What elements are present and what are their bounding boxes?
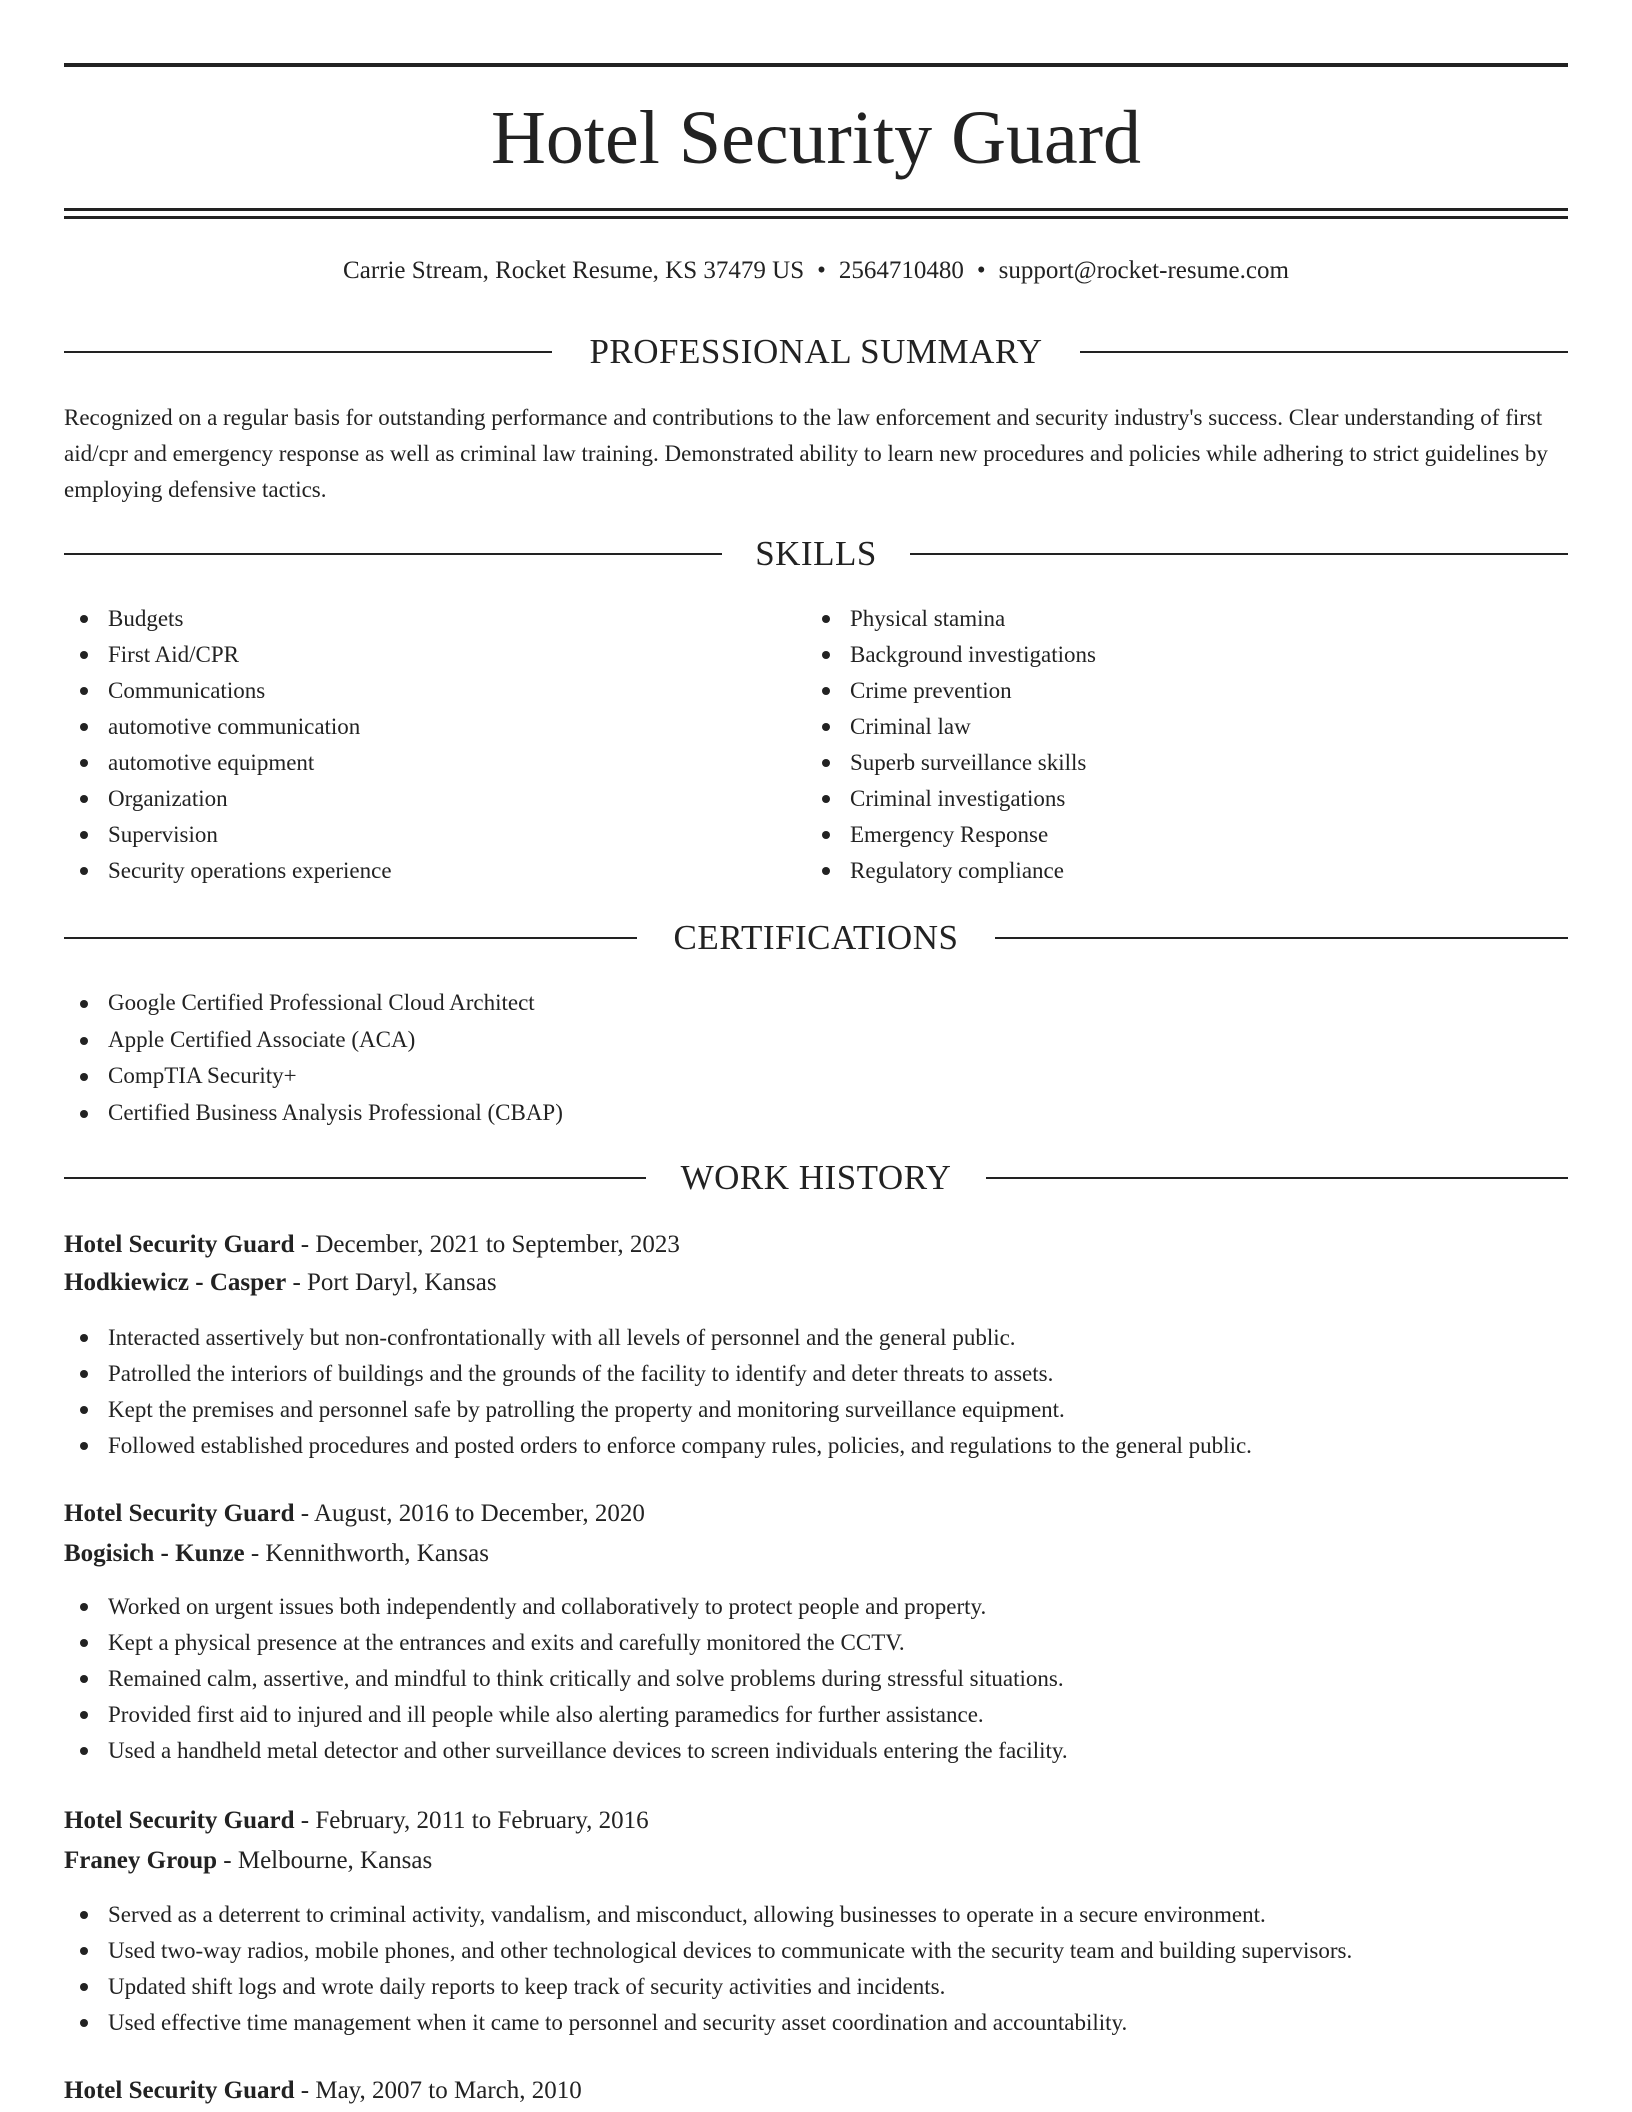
- job-dates: August, 2016 to December, 2020: [313, 1500, 645, 1527]
- skill-item: Background investigations: [806, 637, 1526, 673]
- duty-item: Interacted assertively but non-confrontationally with all levels of personnel and the general public.: [64, 1320, 1568, 1356]
- duty-item: Remained calm, assertive, and mindful to think critically and solve problems during stressful situations.: [64, 1661, 1568, 1697]
- certification-item: Certified Business Analysis Professional (CBAP): [64, 1095, 1568, 1132]
- certifications-heading-block: [64, 917, 1568, 959]
- duty-item: Kept a physical presence at the entrances and exits and carefully monitored the CCTV.: [64, 1625, 1568, 1661]
- duty-item: Worked on urgent issues both independently and collaboratively to protect people and property.: [64, 1589, 1568, 1625]
- job-dash: -: [294, 2077, 316, 2104]
- header-double-rule-upper: [64, 208, 1568, 211]
- work-history-heading: WORK HISTORY: [649, 1158, 984, 1197]
- duty-item: Served as a deterrent to criminal activity, vandalism, and misconduct, allowing businesses to operate in a secure environment.: [64, 1897, 1568, 1933]
- summary-heading-block: [64, 331, 1568, 373]
- job-location: Kennithworth, Kansas: [265, 1540, 489, 1567]
- job-dates: May, 2007 to March, 2010: [315, 2077, 582, 2104]
- job-dash: -: [244, 1540, 266, 1567]
- duty-item: Updated shift logs and wrote daily reports to keep track of security activities and incidents.: [64, 1969, 1568, 2005]
- skill-item: Organization: [64, 781, 784, 817]
- job-title-line: [64, 2073, 1568, 2109]
- contact-email: support@rocket-resume.com: [998, 257, 1289, 284]
- contact-phone: 2564710480: [838, 257, 964, 284]
- skill-item: First Aid/CPR: [64, 637, 784, 673]
- job-employer-line: [64, 1536, 1568, 1572]
- job-title: Hotel Security Guard: [64, 2077, 295, 2104]
- job-dash: -: [294, 1807, 316, 1834]
- certification-item: Google Certified Professional Cloud Architect: [64, 985, 1568, 1022]
- job-dash: -: [294, 1231, 316, 1258]
- resume-title: Hotel Security Guard: [490, 96, 1142, 180]
- skill-item: Regulatory compliance: [806, 853, 1526, 889]
- skill-item: Crime prevention: [806, 673, 1526, 709]
- header-double-rule-lower: [64, 216, 1568, 219]
- job-dates: February, 2011 to February, 2016: [315, 1807, 649, 1834]
- job-duties-list: [64, 1589, 1568, 1769]
- job-duties-list: [64, 1897, 1568, 2041]
- job-dash: -: [294, 1500, 314, 1527]
- job-employer: Franey Group: [64, 1847, 218, 1874]
- contact-separator: •: [817, 257, 826, 284]
- certifications-heading: CERTIFICATIONS: [642, 918, 991, 957]
- skills-heading: SKILLS: [723, 534, 909, 573]
- skill-item: Criminal law: [806, 709, 1526, 745]
- skill-item: Communications: [64, 673, 784, 709]
- duty-item: Used effective time management when it came to personnel and security asset coordination and accountability.: [64, 2005, 1568, 2041]
- job-employer: Hodkiewicz - Casper: [64, 1269, 287, 1296]
- header-top-rule: [64, 63, 1568, 67]
- duty-item: Followed established procedures and posted orders to enforce company rules, policies, and regulations to the general public.: [64, 1428, 1568, 1464]
- skill-item: Emergency Response: [806, 817, 1526, 853]
- skill-item: Superb surveillance skills: [806, 745, 1526, 781]
- job-employer: Bogisich - Kunze: [64, 1540, 245, 1567]
- skill-item: Security operations experience: [64, 853, 784, 889]
- job-dates: December, 2021 to September, 2023: [315, 1231, 680, 1258]
- job-title-line: [64, 1803, 1568, 1839]
- job-title-line: [64, 1496, 1568, 1532]
- job-dash: -: [286, 1269, 308, 1296]
- job-duties-list: [64, 1320, 1568, 1464]
- skill-item: Physical stamina: [806, 601, 1526, 637]
- skills-heading-block: [64, 533, 1568, 575]
- job-title: Hotel Security Guard: [64, 1231, 295, 1258]
- contact-address: Carrie Stream, Rocket Resume, KS 37479 US: [343, 257, 805, 284]
- skill-item: Criminal investigations: [806, 781, 1526, 817]
- skills-list-left: [64, 601, 784, 889]
- skill-item: automotive communication: [64, 709, 784, 745]
- skill-item: automotive equipment: [64, 745, 784, 781]
- certification-item: Apple Certified Associate (ACA): [64, 1022, 1568, 1059]
- contact-line: [64, 254, 1568, 288]
- duty-item: Patrolled the interiors of buildings and the grounds of the facility to identify and deter threats to assets.: [64, 1356, 1568, 1392]
- duty-item: Kept the premises and personnel safe by patrolling the property and monitoring surveillance equipment.: [64, 1392, 1568, 1428]
- duty-item: Used two-way radios, mobile phones, and other technological devices to communicate with the security team and building supervisors.: [64, 1933, 1568, 1969]
- job-location: Melbourne, Kansas: [237, 1847, 433, 1874]
- job-location: Port Daryl, Kansas: [307, 1269, 497, 1296]
- certifications-list: [64, 985, 1568, 1132]
- job-title: Hotel Security Guard: [64, 1500, 295, 1527]
- duty-item: Used a handheld metal detector and other surveillance devices to screen individuals entering the facility.: [64, 1733, 1568, 1769]
- job-employer-line: [64, 1265, 1568, 1301]
- certification-item: CompTIA Security+: [64, 1058, 1568, 1095]
- job-title-line: [64, 1227, 1568, 1263]
- skill-item: Budgets: [64, 601, 784, 637]
- contact-separator: •: [976, 257, 986, 284]
- job-dash: -: [217, 1847, 238, 1874]
- job-employer-line: [64, 1843, 1568, 1879]
- work-history-heading-block: [64, 1157, 1568, 1199]
- skills-list-right: [806, 601, 1526, 889]
- summary-heading: PROFESSIONAL SUMMARY: [557, 332, 1074, 371]
- skill-item: Supervision: [64, 817, 784, 853]
- duty-item: Provided first aid to injured and ill people while also alerting paramedics for further assistance.: [64, 1697, 1568, 1733]
- summary-text: Recognized on a regular basis for outstanding performance and contributions to the law enforcement and security industry's success. Clear understanding of first aid/cpr and emergency response as well as criminal law training. Demonstrated ability to learn new procedures and policies while adhering to strict guidelines by employing defensive tactics.: [64, 405, 1548, 502]
- job-title: Hotel Security Guard: [64, 1807, 295, 1834]
